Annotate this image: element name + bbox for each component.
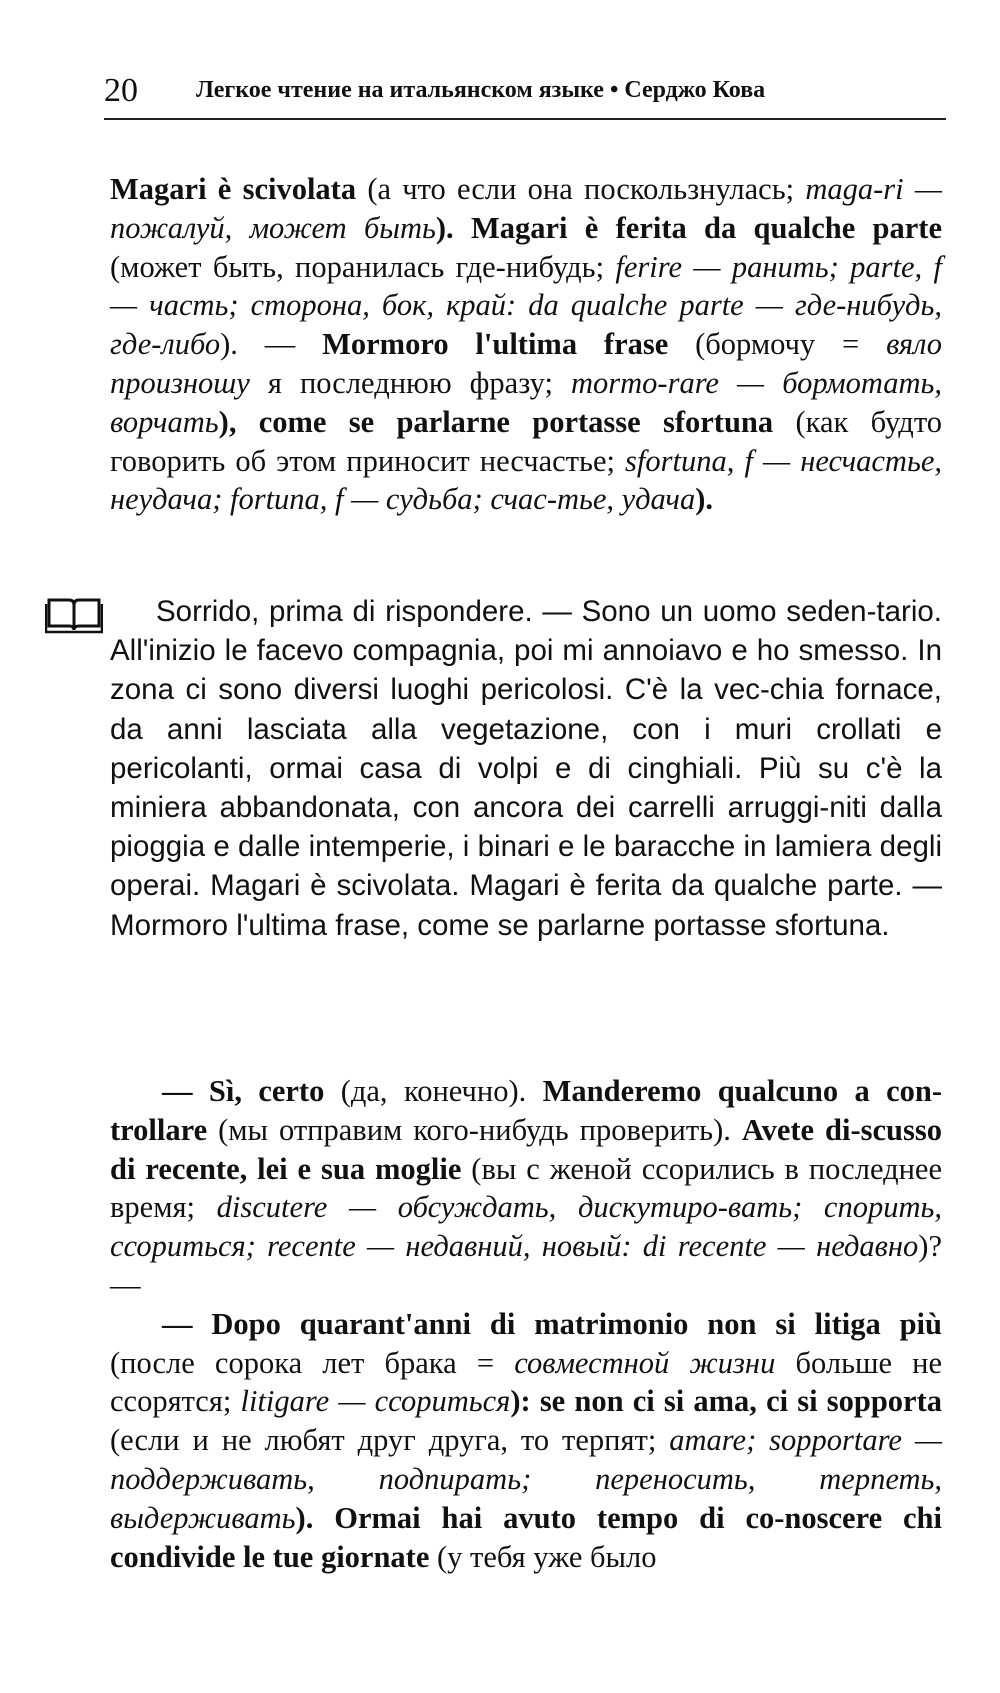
translation: (мы отправим кого-нибудь проверить). <box>207 1112 742 1147</box>
running-title: Легкое чтение на итальянском языке • Серджо Кова <box>196 77 766 103</box>
italian-phrase: Mormoro l'ultima frase <box>322 327 669 362</box>
italian-phrase: Manderemo qualcuno a con-trollare <box>110 1074 942 1147</box>
dialogue-line-2 <box>110 1305 942 1577</box>
italian-phrase: se non ci si ama, ci si sopporta <box>539 1384 942 1419</box>
translation: больше не ссорятся; <box>110 1345 943 1419</box>
punctuation: ). <box>695 482 713 517</box>
translation: (если и не любят друг друга, то терпят; <box>110 1423 670 1458</box>
italian-reading-passage <box>110 592 942 945</box>
punctuation: ). <box>295 1500 335 1535</box>
translation-emphasis: вяло произношу <box>110 327 942 400</box>
translation: (вы с женой ссорились в последнее время; <box>110 1151 942 1225</box>
italian-phrase: Avete di-scusso di recente, lei e sua moglie <box>110 1112 942 1186</box>
italian-phrase: — Sì, certo <box>162 1074 325 1108</box>
translation: (а что если она поскользнулась; <box>356 172 806 206</box>
translation: (у тебя уже было <box>429 1539 657 1574</box>
vocab-note: litigare — ссориться <box>240 1384 511 1419</box>
punctuation: )? — <box>110 1229 942 1302</box>
translation: я последнюю фразу; <box>249 365 571 400</box>
translation: (может быть, поранилась где-нибудь; <box>110 249 616 284</box>
open-book-icon <box>45 596 103 634</box>
italian-text: Sorrido, prima di rispondere. — Sono un uomo seden-tario. All'inizio le facevo compagnia, poi mi annoiavo e ho smesso. In zona ci sono diversi luoghi pericolosi. C'è la vec-chia fornace, da anni lasciata alla vegetazione, con i muri crollati e pericolanti, ormai casa di volpi e di cinghiali. Più su c'è la miniera abbandonata, con ancora dei carrelli arruggi-niti dalla pioggia e dalle intemperie, i binari e le baracche in lamiera degli operai. Magari è scivolata. Magari è ferita da qualche parte. — Mormoro l'ultima frase, come se parlarne portasse sfortuna. <box>110 595 942 942</box>
translation-emphasis: совместной жизни <box>514 1345 776 1380</box>
italian-phrase: — Dopo quarant'anni di matrimonio non si litiga più <box>162 1306 942 1341</box>
gloss-paragraph-2 <box>110 1072 942 1576</box>
italian-phrase: Magari è scivolata <box>110 172 357 206</box>
vocab-note: mormo-rare — бормотать, ворчать <box>110 365 943 439</box>
punctuation: ). <box>435 210 471 245</box>
vocab-note: maga-ri — пожалуй, может быть <box>110 172 942 245</box>
translation: (как будто говорить об этом приносит несчастье; <box>110 404 942 478</box>
italian-phrase: Magari è ferita da qualche parte <box>470 210 942 245</box>
dialogue-line-1 <box>110 1072 942 1305</box>
translation: (да, конечно). <box>324 1074 543 1108</box>
punctuation: ), <box>218 404 259 439</box>
page-number: 20 <box>104 72 138 109</box>
vocab-note: discutere — обсуждать, дискутиро-вать; спорить, ссориться; recente — недавний, новый: di recente — недавно <box>110 1190 942 1264</box>
page-header <box>104 68 946 120</box>
translation: (бормочу = <box>668 327 887 362</box>
italian-phrase: Ormai hai avuto tempo di co-noscere chi condivide le tue giornate <box>110 1500 942 1574</box>
punctuation: ). — <box>220 327 323 362</box>
italian-phrase: come se parlarne portasse sfortuna <box>258 404 774 439</box>
translation: (после сорока лет брака = <box>110 1345 515 1380</box>
vocab-note: amare; sopportare — поддерживать, подпирать; переносить, терпеть, выдерживать <box>110 1423 942 1535</box>
vocab-note: sfortuna, f — несчастье, неудача; fortuna, f — судьба; счас-тье, удача <box>110 443 942 517</box>
gloss-paragraph-1 <box>110 170 942 519</box>
punctuation: ): <box>510 1384 540 1419</box>
vocab-note: ferire — ранить; parte, f — часть; сторона, бок, край: da qualche parte — где-нибудь, где-либо <box>110 249 942 362</box>
